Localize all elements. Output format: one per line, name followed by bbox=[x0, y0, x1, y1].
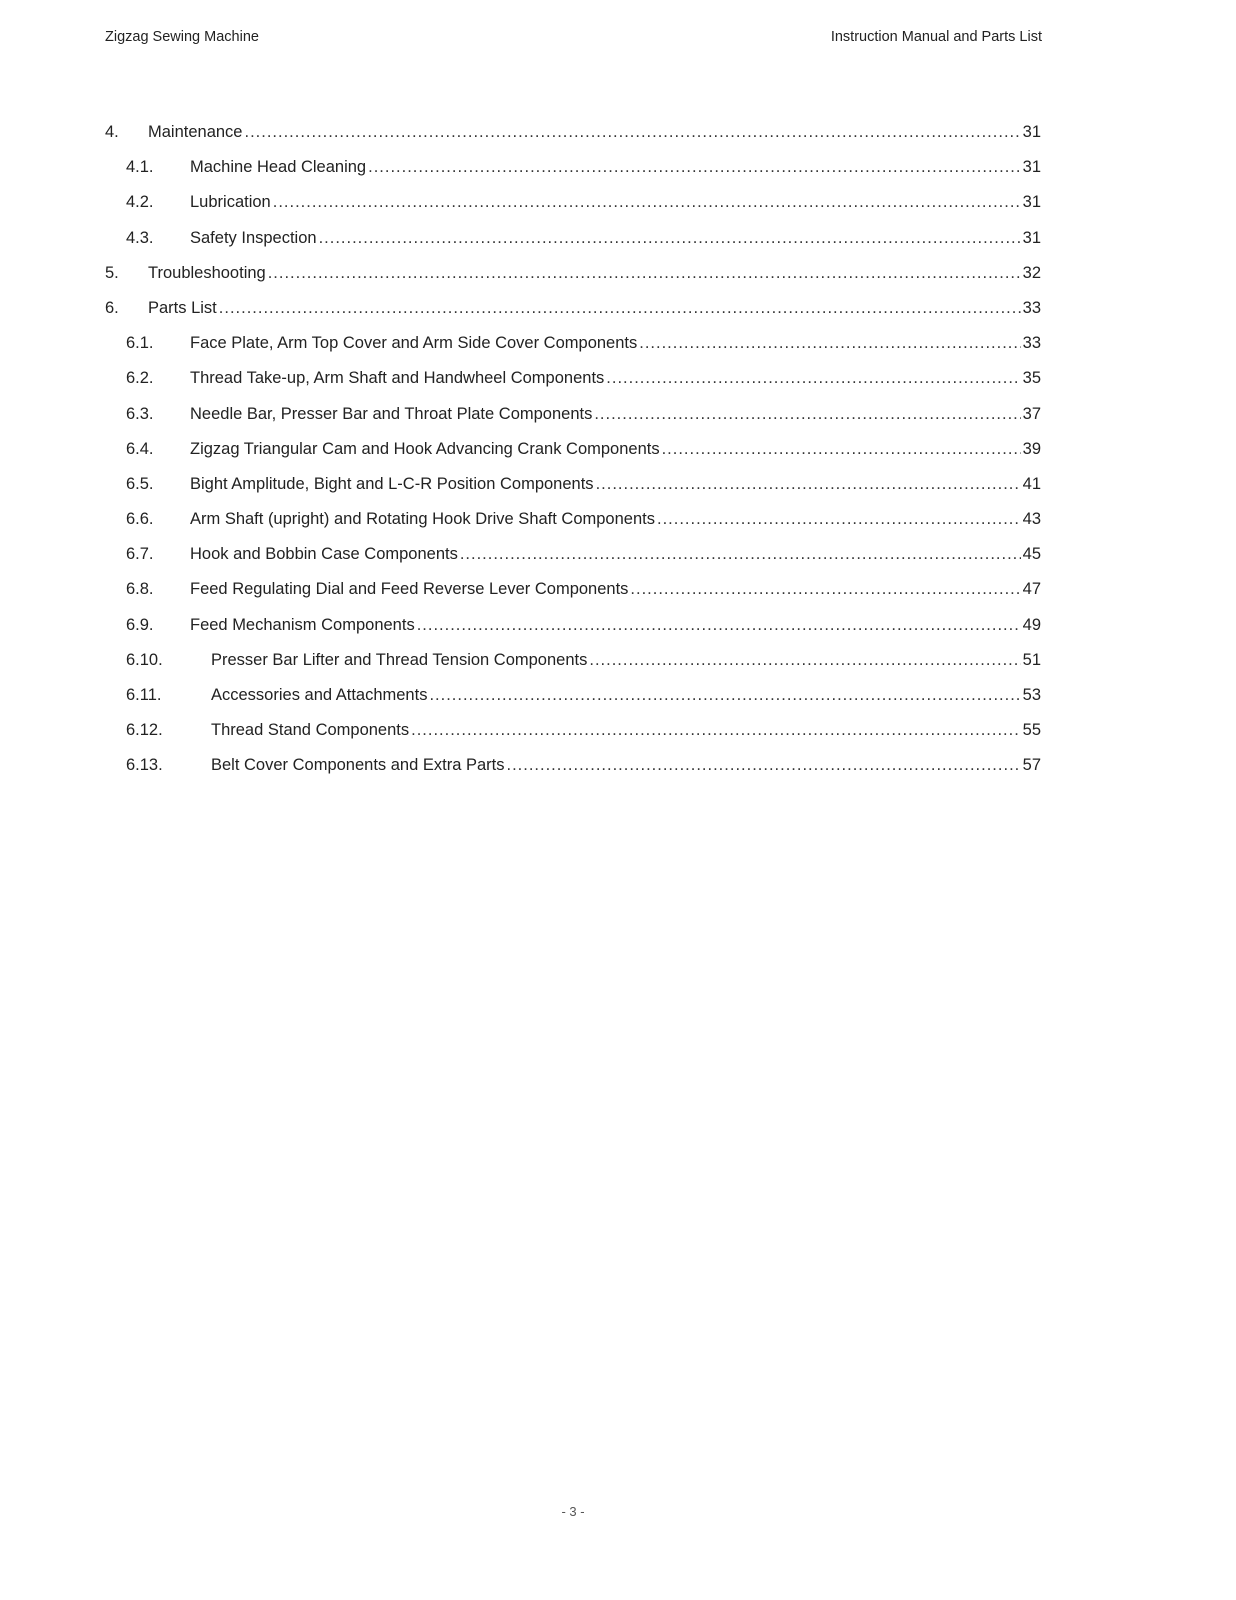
toc-entry-number: 6.3. bbox=[126, 404, 154, 423]
toc-entry-page: 49 bbox=[1022, 615, 1041, 634]
toc-entry-title: Bight Amplitude, Bight and L-C-R Position Components bbox=[190, 474, 594, 493]
toc-entry-page: 31 bbox=[1022, 158, 1041, 177]
dot-leader bbox=[368, 155, 1021, 179]
toc-entry[interactable] bbox=[105, 261, 1041, 296]
toc-entry-number: 6.4. bbox=[126, 439, 154, 458]
toc-entry-page: 39 bbox=[1022, 439, 1041, 458]
toc-entry[interactable] bbox=[105, 718, 1041, 753]
toc-entry-number: 6.2. bbox=[126, 369, 154, 388]
page-number: - 3 - bbox=[561, 1504, 585, 1519]
dot-leader bbox=[273, 190, 1021, 214]
dot-leader bbox=[630, 577, 1020, 601]
toc-entry-number: 6.7. bbox=[126, 545, 154, 564]
toc-entry[interactable] bbox=[105, 331, 1041, 366]
toc-entry[interactable] bbox=[105, 120, 1041, 155]
toc-entry-number: 4.3. bbox=[126, 228, 154, 247]
toc-entry[interactable] bbox=[105, 472, 1041, 507]
dot-leader bbox=[589, 648, 1020, 672]
toc-entry[interactable] bbox=[105, 190, 1041, 225]
toc-entry-title: Arm Shaft (upright) and Rotating Hook Drive Shaft Components bbox=[190, 510, 655, 529]
table-of-contents bbox=[105, 120, 1041, 789]
dot-leader bbox=[594, 402, 1020, 426]
toc-entry-page: 32 bbox=[1022, 263, 1041, 282]
toc-entry-page: 47 bbox=[1022, 580, 1041, 599]
toc-entry-title: Needle Bar, Presser Bar and Throat Plate Components bbox=[190, 404, 593, 423]
toc-entry-number: 6.6. bbox=[126, 510, 154, 529]
toc-entry-number: 5. bbox=[105, 263, 119, 282]
toc-entry[interactable] bbox=[105, 226, 1041, 261]
toc-entry-title: Lubrication bbox=[190, 193, 271, 212]
toc-entry-page: 57 bbox=[1022, 756, 1041, 775]
toc-entry-title: Safety Inspection bbox=[190, 228, 317, 247]
toc-entry[interactable] bbox=[105, 507, 1041, 542]
toc-entry-page: 45 bbox=[1022, 545, 1041, 564]
toc-entry[interactable] bbox=[105, 577, 1041, 612]
toc-entry-number: 6. bbox=[105, 298, 119, 317]
toc-entry-page: 31 bbox=[1022, 228, 1041, 247]
toc-entry[interactable] bbox=[105, 402, 1041, 437]
toc-entry-page: 37 bbox=[1022, 404, 1041, 423]
toc-entry-title: Zigzag Triangular Cam and Hook Advancing Crank Components bbox=[190, 439, 660, 458]
toc-entry-title: Face Plate, Arm Top Cover and Arm Side Cover Components bbox=[190, 334, 638, 353]
toc-entry[interactable] bbox=[105, 613, 1041, 648]
toc-entry-number: 4.1. bbox=[126, 158, 154, 177]
dot-leader bbox=[639, 331, 1020, 355]
toc-entry-number: 6.8. bbox=[126, 580, 154, 599]
toc-entry-page: 53 bbox=[1022, 686, 1041, 704]
toc-entry-number: 4. bbox=[105, 123, 119, 141]
dot-leader bbox=[429, 683, 1020, 707]
toc-entry-number: 6.1. bbox=[126, 334, 154, 353]
dot-leader bbox=[244, 120, 1020, 144]
toc-entry-title: Belt Cover Components and Extra Parts bbox=[211, 756, 505, 775]
toc-entry-title: Hook and Bobbin Case Components bbox=[190, 545, 458, 564]
toc-entry-number: 6.12. bbox=[126, 721, 163, 740]
dot-leader bbox=[319, 226, 1021, 250]
dot-leader bbox=[662, 437, 1021, 461]
toc-entry-title: Maintenance bbox=[148, 123, 243, 141]
dot-leader bbox=[268, 261, 1021, 285]
toc-entry[interactable] bbox=[105, 648, 1041, 683]
toc-entry-title: Thread Take-up, Arm Shaft and Handwheel Components bbox=[190, 369, 605, 388]
toc-entry-title: Troubleshooting bbox=[148, 263, 266, 282]
toc-entry[interactable] bbox=[105, 753, 1041, 788]
toc-entry-page: 31 bbox=[1022, 193, 1041, 212]
toc-entry-number: 6.10. bbox=[126, 650, 163, 669]
toc-entry-number: 6.13. bbox=[126, 756, 163, 775]
toc-entry-page: 31 bbox=[1022, 123, 1041, 141]
toc-entry[interactable] bbox=[105, 155, 1041, 190]
dot-leader bbox=[506, 753, 1020, 777]
dot-leader bbox=[606, 366, 1020, 390]
dot-leader bbox=[411, 718, 1021, 742]
dot-leader bbox=[596, 472, 1021, 496]
toc-entry-page: 51 bbox=[1022, 650, 1041, 669]
toc-entry[interactable] bbox=[105, 437, 1041, 472]
toc-entry-page: 35 bbox=[1022, 369, 1041, 388]
toc-entry-number: 6.11. bbox=[126, 686, 162, 704]
toc-entry-title: Feed Mechanism Components bbox=[190, 615, 415, 634]
running-header-left: Zigzag Sewing Machine bbox=[105, 29, 259, 45]
toc-entry-title: Accessories and Attachments bbox=[211, 686, 428, 704]
toc-entry[interactable] bbox=[105, 296, 1041, 331]
toc-entry-title: Thread Stand Components bbox=[211, 721, 410, 740]
dot-leader bbox=[417, 613, 1021, 637]
dot-leader bbox=[657, 507, 1021, 531]
toc-entry-title: Machine Head Cleaning bbox=[190, 158, 367, 177]
toc-entry[interactable] bbox=[105, 366, 1041, 401]
toc-entry-title: Parts List bbox=[148, 298, 217, 317]
toc-entry-page: 33 bbox=[1022, 298, 1041, 317]
toc-entry-number: 6.9. bbox=[126, 615, 154, 634]
toc-entry-title: Feed Regulating Dial and Feed Reverse Lever Components bbox=[190, 580, 629, 599]
toc-entry[interactable] bbox=[105, 542, 1041, 577]
toc-entry-page: 33 bbox=[1022, 334, 1041, 353]
toc-entry-title: Presser Bar Lifter and Thread Tension Components bbox=[211, 650, 588, 669]
toc-entry-page: 55 bbox=[1022, 721, 1041, 740]
running-header-right: Instruction Manual and Parts List bbox=[830, 29, 1042, 45]
toc-entry-number: 4.2. bbox=[126, 193, 154, 212]
dot-leader bbox=[219, 296, 1021, 320]
toc-entry[interactable] bbox=[105, 683, 1041, 718]
toc-entry-page: 43 bbox=[1022, 510, 1041, 529]
toc-entry-number: 6.5. bbox=[126, 474, 154, 493]
toc-entry-page: 41 bbox=[1022, 474, 1041, 493]
dot-leader bbox=[460, 542, 1021, 566]
